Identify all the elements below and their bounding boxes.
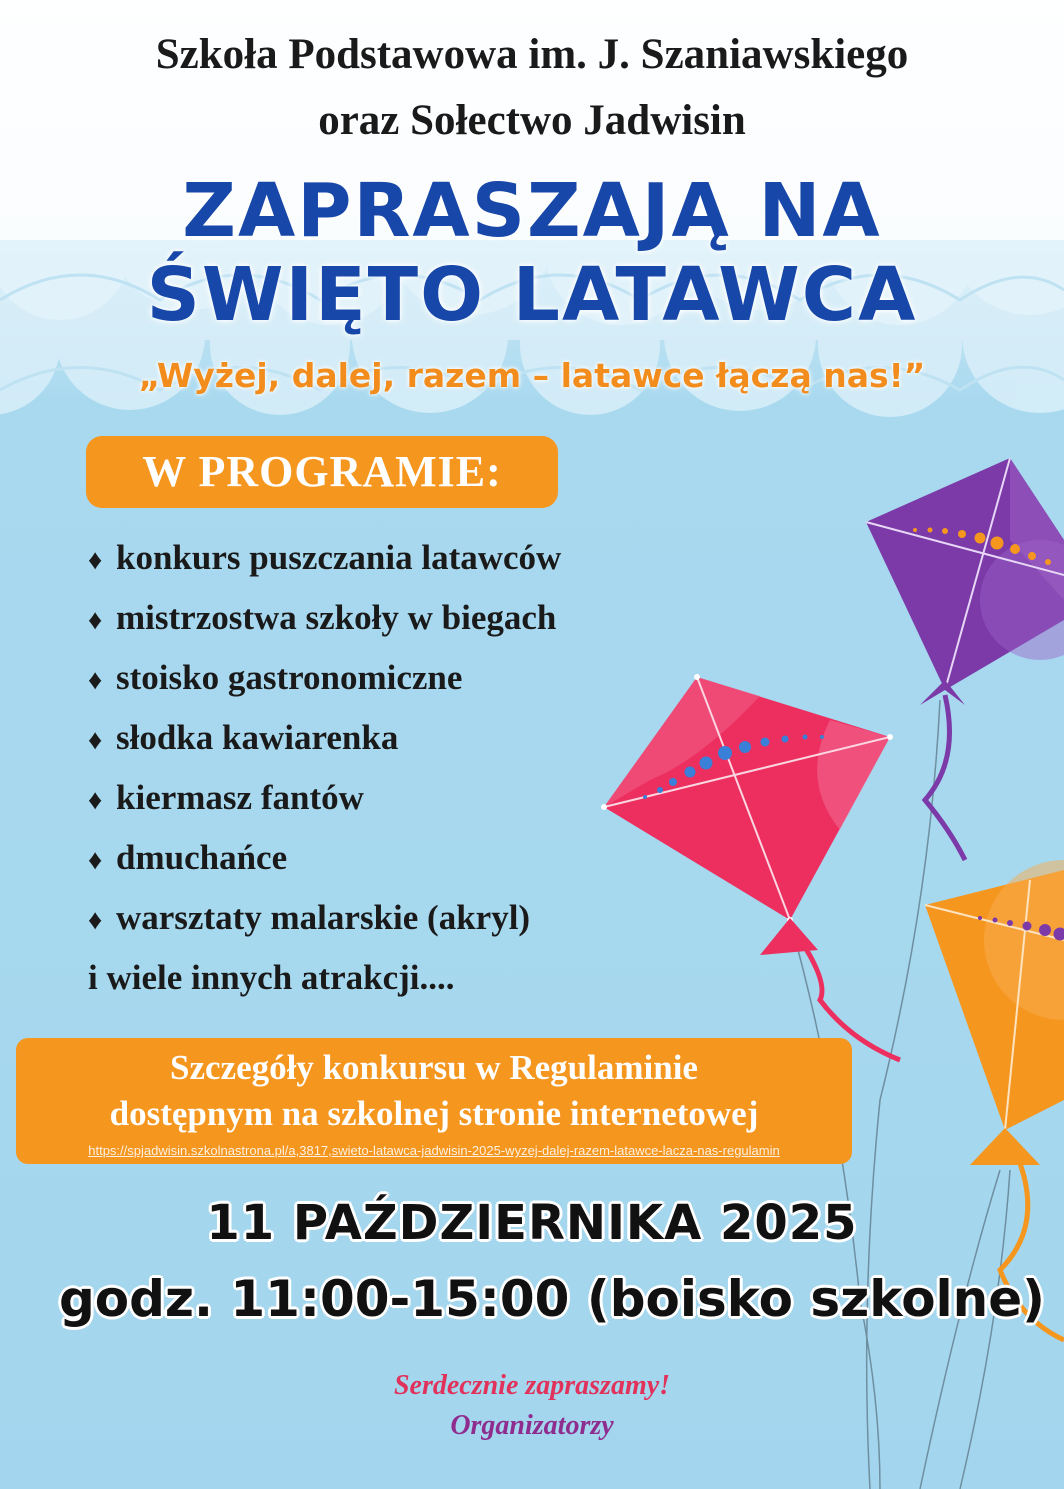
program-item: ♦ dmuchańce	[88, 838, 288, 877]
more-attractions: i wiele innych atrakcji....	[88, 958, 455, 997]
program-item: ♦ konkurs puszczania latawców	[88, 538, 562, 577]
program-item: ♦ stoisko gastronomiczne	[88, 658, 463, 697]
diamond-bullet-icon: ♦	[88, 545, 103, 576]
details-line-1: Szczegóły konkursu w Regulaminie	[170, 1048, 698, 1087]
program-item: ♦ mistrzostwa szkoły w biegach	[88, 598, 557, 637]
pink-kite-icon	[601, 674, 900, 1060]
closing-invitation: Serdecznie zapraszamy!	[393, 1370, 671, 1401]
program-title: W PROGRAMIE:	[142, 447, 502, 496]
diamond-bullet-icon: ♦	[88, 605, 103, 636]
orange-kite-icon	[925, 860, 1064, 1340]
organizer-line-2: oraz Sołectwo Jadwisin	[318, 97, 746, 144]
purple-kite-icon	[866, 458, 1064, 860]
program-item: ♦ kiermasz fantów	[88, 778, 364, 817]
motto: „Wyżej, dalej, razem – latawce łączą nas!”	[138, 356, 926, 395]
diamond-bullet-icon: ♦	[88, 785, 103, 816]
closing-signature: Organizatorzy	[450, 1410, 614, 1441]
diamond-bullet-icon: ♦	[88, 905, 103, 936]
organizer-line-1: Szkoła Podstawowa im. J. Szaniawskiego	[155, 31, 909, 78]
program-item: ♦ słodka kawiarenka	[88, 718, 399, 757]
diamond-bullet-icon: ♦	[88, 725, 103, 756]
event-time: godz. 11:00-15:00 (boisko szkolne)	[58, 1270, 1046, 1328]
event-date: 11 PAŹDZIERNIKA 2025	[206, 1195, 858, 1251]
diamond-bullet-icon: ♦	[88, 845, 103, 876]
headline-line-2: ŚWIĘTO LATAWCA	[146, 252, 918, 338]
program-item: ♦ warsztaty malarskie (akryl)	[88, 898, 531, 937]
headline-line-1: ZAPRASZAJĄ NA	[182, 168, 882, 254]
details-line-2: dostępnym na szkolnej stronie internetowej	[109, 1094, 759, 1133]
regulations-link[interactable]: https://spjadwisin.szkolnastrona.pl/a,3817,swieto-latawca-jadwisin-2025-wyzej-dalej-razem-latawce-lacza-nas-regulamin	[88, 1143, 780, 1158]
diamond-bullet-icon: ♦	[88, 665, 103, 696]
